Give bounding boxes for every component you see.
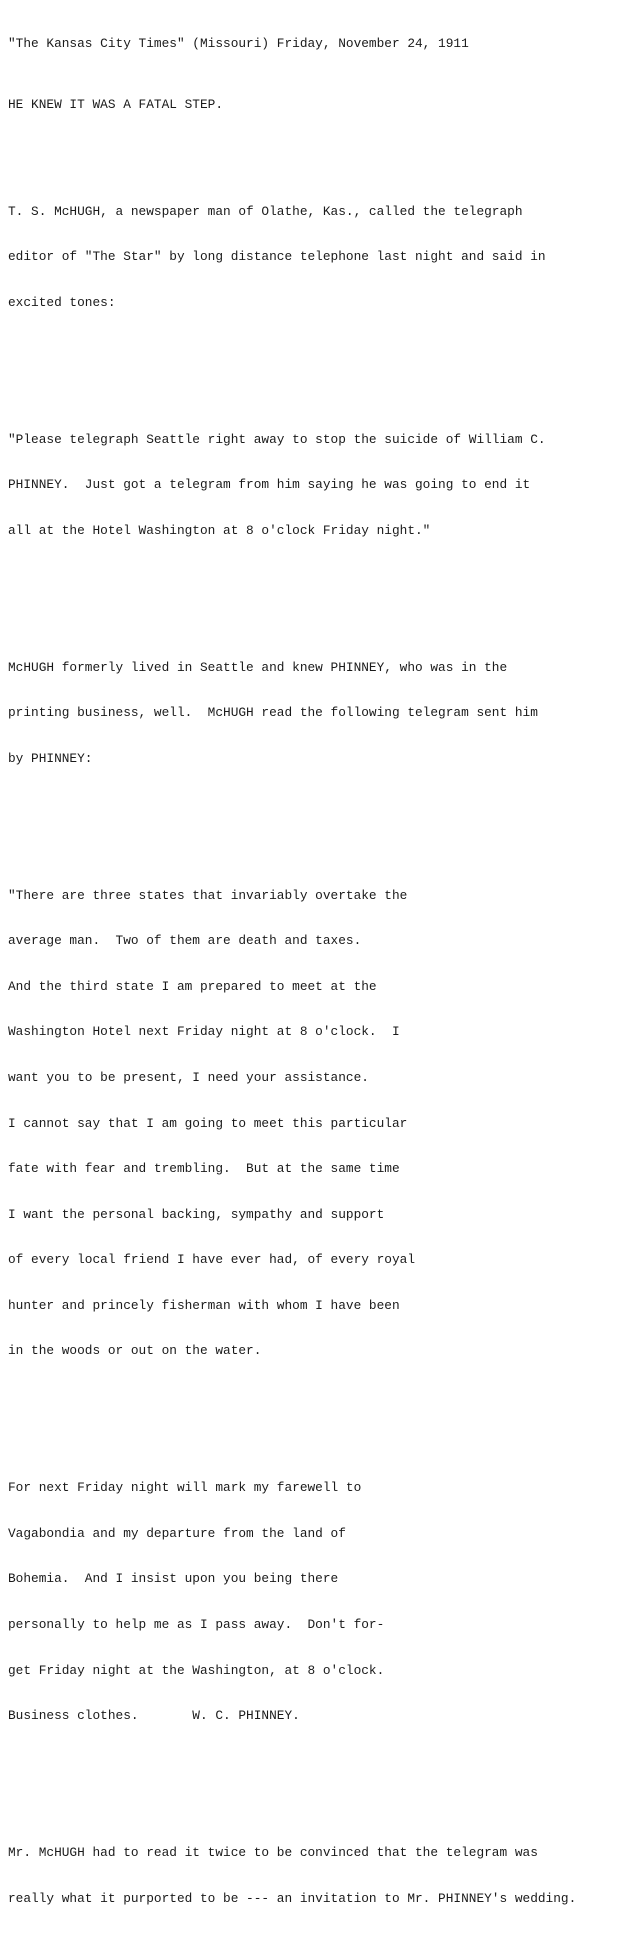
text-line: by PHINNEY:	[8, 750, 93, 766]
text-line: excited tones:	[8, 294, 116, 310]
context-paragraph	[8, 629, 635, 796]
quoted-request-paragraph	[8, 401, 635, 568]
telegram-line: want you to be present, I need your assistance.	[8, 1069, 369, 1085]
source-header: "The Kansas City Times" (Missouri) Friday, November 24, 1911	[8, 36, 469, 52]
telegram-line: fate with fear and trembling. But at the same time	[8, 1161, 400, 1177]
telegram-line: Bohemia. And I insist upon you being there	[8, 1571, 339, 1587]
text-line: PHINNEY. Just got a telegram from him saying he was going to end it	[8, 477, 531, 493]
telegram-line: of every local friend I have ever had, of every royal	[8, 1252, 416, 1268]
telegram-line: "There are three states that invariably overtake the	[8, 887, 408, 903]
text-line: "Please telegraph Seattle right away to stop the suicide of William C.	[8, 431, 546, 447]
newspaper-transcription	[8, 6, 635, 1951]
text-line: McHUGH formerly lived in Seattle and knew PHINNEY, who was in the	[8, 659, 508, 675]
telegram-line: I want the personal backing, sympathy and support	[8, 1206, 385, 1222]
text-line: editor of "The Star" by long distance telephone last night and said in	[8, 249, 546, 265]
telegram-line: hunter and princely fisherman with whom I have been	[8, 1297, 400, 1313]
telegram-line: And the third state I am prepared to meet at the	[8, 978, 377, 994]
telegram-line: in the woods or out on the water.	[8, 1343, 262, 1359]
text-line: T. S. McHUGH, a newspaper man of Olathe, Kas., called the telegraph	[8, 203, 523, 219]
text-line: all at the Hotel Washington at 8 o'clock Friday night."	[8, 522, 431, 538]
telegram-signature-line: Business clothes. W. C. PHINNEY.	[8, 1708, 300, 1724]
telegram-line: get Friday night at the Washington, at 8 o'clock.	[8, 1662, 385, 1678]
text-line: really what it purported to be --- an invitation to Mr. PHINNEY's wedding.	[8, 1890, 577, 1906]
telegram-line: For next Friday night will mark my farewell to	[8, 1480, 362, 1496]
telegram-line: average man. Two of them are death and taxes.	[8, 933, 362, 949]
telegram-line: personally to help me as I pass away. Don't for-	[8, 1617, 385, 1633]
closing-paragraph	[8, 1815, 635, 1937]
telegram-line: I cannot say that I am going to meet this particular	[8, 1115, 408, 1131]
telegram-part-1	[8, 857, 635, 1389]
telegram-part-2	[8, 1450, 635, 1754]
intro-paragraph	[8, 173, 635, 340]
telegram-line: Vagabondia and my departure from the land of	[8, 1525, 346, 1541]
text-line: Mr. McHUGH had to read it twice to be convinced that the telegram was	[8, 1845, 538, 1861]
headline: HE KNEW IT WAS A FATAL STEP.	[8, 97, 224, 113]
telegram-line: Washington Hotel next Friday night at 8 o'clock. I	[8, 1024, 400, 1040]
text-line: printing business, well. McHUGH read the following telegram sent him	[8, 705, 538, 721]
